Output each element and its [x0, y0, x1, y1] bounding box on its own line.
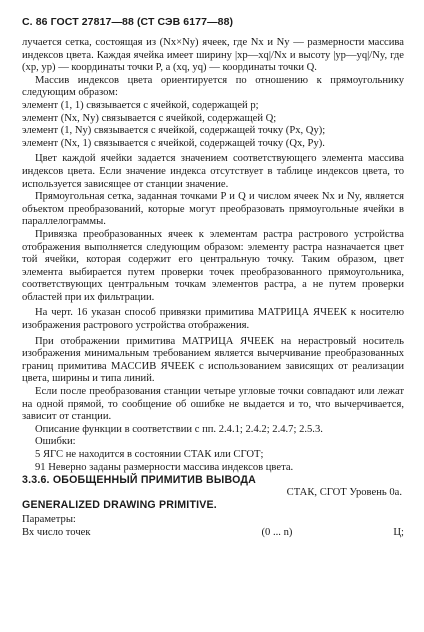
section-title-en: GENERALIZED DRAWING PRIMITIVE.: [22, 499, 217, 512]
section-state: СТАК, СГОТ Уровень 0а.: [286, 486, 402, 498]
element-line-2: элемент (Nx, Ny) связывается с ячейкой, содержащей Q;: [22, 112, 277, 124]
errors-label: Ошибки:: [35, 436, 76, 448]
paragraph-6: На черт. 16 указан способ привязки примитива МАТРИЦА ЯЧЕЕК к носителю изображения растрового устройства отображения.: [22, 307, 404, 332]
paragraph-2: Массив индексов цвета ориентируется по отношению к прямоугольнику следующим образом:: [22, 74, 404, 99]
parameter-name: Вх число точек: [22, 526, 91, 538]
error-5: 5 ЯГС не находится в состоянии СТАК или СГОТ;: [35, 449, 264, 460]
parameter-type: Ц;: [393, 526, 404, 538]
element-line-3: элемент (1, Ny) связывается с ячейкой, содержащей точку (Px, Qy);: [22, 125, 326, 137]
parameter-row: [22, 527, 404, 540]
parameters-label: Параметры:: [22, 513, 76, 525]
paragraph-3: Цвет каждой ячейки задается значением соответствующего элемента массива индексов цвета. Если значение индекса отсутствует в таблице индексов цвета, то используется зависящее от станции значение.: [22, 153, 404, 190]
section-title: 3.3.6. ОБОБЩЕННЫЙ ПРИМИТИВ ВЫВОДА: [22, 474, 256, 487]
element-line-4: элемент (Nx, 1) связывается с ячейкой, содержащей точку (Qx, Py).: [22, 137, 325, 149]
error-91: 91 Неверно заданы размерности массива индексов цвета.: [35, 461, 294, 473]
parameter-range: (0 ... n): [261, 526, 293, 538]
paragraph-8: Если после преобразования станции четыре угловые точки совпадают или лежат на одной прямой, то сообщение об ошибке не выдается и то, что вычерчивается, зависит от станции.: [22, 386, 404, 423]
element-line-1: элемент (1, 1) связывается с ячейкой, содержащей р;: [22, 99, 259, 111]
page-header: С. 86 ГОСТ 27817—88 (СТ СЭВ 6177—88): [22, 16, 234, 28]
paragraph-7: При отображении примитива МАТРИЦА ЯЧЕЕК на нерастровый носитель изображения минимальным требованием является вычерчивание преобразованных границ примитива МАССИВ ЯЧЕЕК с использованием зависящих от реализации цвета, ширины и типа линий.: [22, 335, 404, 385]
paragraph-1: лучается сетка, состоящая из (Nx×Ny) ячеек, где Nx и Ny — размерности массива индексов цвета. Каждая ячейка имеет ширину |xp—xq|/Nx и высоту |yp—yq|/Ny, где (xp, yp) — координаты точки P, а (xq, yq) — координаты точки Q.: [22, 37, 404, 74]
paragraph-5: Привязка преобразованных ячеек к элементам растра растрового устройства отображения выполняется следующим образом: элементу растра назначается цвет той ячейки, которая содержит его центральную точку. Таким образом, цвет элемента выбирается путем проверки точек преобразованного прямоугольника, соответствующих центральным точкам элементов растра, а не путем проверки областей при их фильтрации.: [22, 228, 404, 303]
description-line: Описание функции в соответствии с пп. 2.4.1; 2.4.2; 2.4.7; 2.5.3.: [35, 423, 323, 435]
paragraph-4: Прямоугольная сетка, заданная точками P и Q и числом ячеек Nx и Ny, является объектом преобразований, которые могут преобразовать прямоугольные ячейки в параллелограммы.: [22, 191, 404, 228]
